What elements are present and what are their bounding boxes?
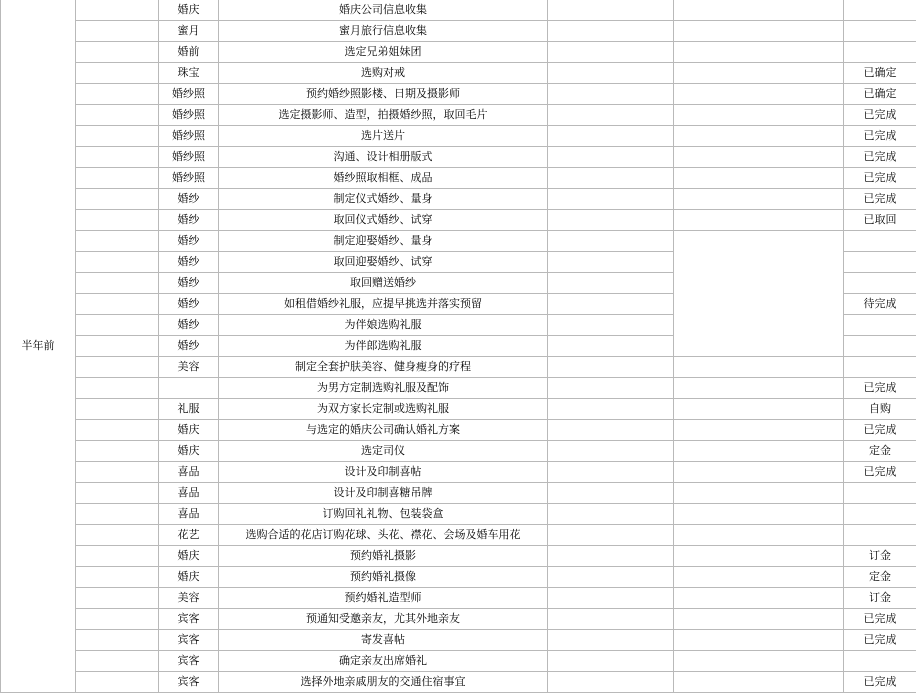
empty-cell	[548, 420, 674, 441]
empty-cell	[674, 651, 844, 672]
empty-cell	[548, 672, 674, 693]
status-cell: 订金	[844, 588, 916, 609]
empty-cell	[76, 42, 159, 63]
task-cell: 寄发喜帖	[219, 630, 548, 651]
empty-cell	[674, 189, 844, 210]
category-cell: 婚庆	[159, 441, 219, 462]
empty-cell	[76, 294, 159, 315]
task-cell: 预通知受邀亲友，尤其外地亲友	[219, 609, 548, 630]
empty-cell	[76, 378, 159, 399]
empty-cell	[674, 504, 844, 525]
table-row	[1, 483, 916, 504]
table-row	[1, 105, 916, 126]
status-cell: 已完成	[844, 105, 916, 126]
task-cell: 选购合适的花店订购花球、头花、襟花、会场及婚车用花	[219, 525, 548, 546]
status-cell: 待完成	[844, 294, 916, 315]
task-cell: 制定全套护肤美容、健身瘦身的疗程	[219, 357, 548, 378]
status-cell	[844, 483, 916, 504]
table-row	[1, 420, 916, 441]
status-cell	[844, 231, 916, 252]
table-row	[1, 630, 916, 651]
category-cell: 喜品	[159, 504, 219, 525]
task-cell: 订购回礼礼物、包装袋盒	[219, 504, 548, 525]
empty-cell	[674, 462, 844, 483]
empty-cell	[76, 630, 159, 651]
table-row	[1, 441, 916, 462]
category-cell: 婚纱	[159, 231, 219, 252]
empty-cell	[674, 483, 844, 504]
table-row	[1, 21, 916, 42]
empty-cell	[674, 21, 844, 42]
category-cell: 婚纱照	[159, 105, 219, 126]
empty-cell	[76, 210, 159, 231]
empty-cell	[674, 126, 844, 147]
empty-cell	[674, 147, 844, 168]
table-row	[1, 546, 916, 567]
status-cell: 已完成	[844, 462, 916, 483]
empty-cell	[548, 273, 674, 294]
table-row	[1, 672, 916, 693]
category-cell: 婚纱	[159, 315, 219, 336]
task-cell: 预约婚礼摄影	[219, 546, 548, 567]
task-cell: 如租借婚纱礼服，应提早挑选并落实预留	[219, 294, 548, 315]
empty-cell	[548, 588, 674, 609]
status-cell	[844, 651, 916, 672]
status-cell	[844, 252, 916, 273]
empty-cell	[76, 252, 159, 273]
empty-cell	[548, 0, 674, 21]
empty-cell	[76, 567, 159, 588]
empty-cell	[674, 672, 844, 693]
empty-cell	[548, 210, 674, 231]
category-cell: 婚前	[159, 42, 219, 63]
category-cell: 婚纱	[159, 189, 219, 210]
empty-cell	[674, 546, 844, 567]
status-cell	[844, 357, 916, 378]
empty-cell	[76, 357, 159, 378]
empty-cell	[548, 63, 674, 84]
table-row	[1, 609, 916, 630]
empty-cell	[76, 483, 159, 504]
status-cell	[844, 525, 916, 546]
task-cell: 设计及印制喜糖吊牌	[219, 483, 548, 504]
status-cell	[844, 315, 916, 336]
empty-cell	[76, 504, 159, 525]
status-cell: 已确定	[844, 84, 916, 105]
empty-cell	[76, 399, 159, 420]
task-cell: 确定亲友出席婚礼	[219, 651, 548, 672]
empty-cell	[548, 315, 674, 336]
empty-cell	[76, 168, 159, 189]
empty-cell	[548, 525, 674, 546]
empty-cell	[76, 525, 159, 546]
status-cell: 已完成	[844, 126, 916, 147]
empty-cell	[76, 336, 159, 357]
empty-cell	[674, 609, 844, 630]
empty-cell	[674, 168, 844, 189]
empty-cell	[548, 441, 674, 462]
empty-cell	[76, 21, 159, 42]
status-cell: 已完成	[844, 672, 916, 693]
empty-cell	[548, 105, 674, 126]
empty-cell	[548, 126, 674, 147]
status-cell: 订金	[844, 546, 916, 567]
table-row	[1, 399, 916, 420]
empty-cell	[674, 84, 844, 105]
table-row	[1, 189, 916, 210]
empty-cell	[548, 357, 674, 378]
task-cell: 选定兄弟姐妹团	[219, 42, 548, 63]
empty-cell	[548, 462, 674, 483]
empty-cell	[548, 609, 674, 630]
task-cell: 选择外地亲戚朋友的交通住宿事宜	[219, 672, 548, 693]
category-cell: 婚纱照	[159, 84, 219, 105]
task-cell: 选片送片	[219, 126, 548, 147]
empty-cell	[548, 546, 674, 567]
empty-cell	[76, 609, 159, 630]
empty-cell	[76, 420, 159, 441]
task-cell: 取回赠送婚纱	[219, 273, 548, 294]
empty-cell	[548, 504, 674, 525]
table-row	[1, 168, 916, 189]
task-cell: 沟通、设计相册版式	[219, 147, 548, 168]
task-cell: 预约婚礼造型师	[219, 588, 548, 609]
category-cell	[159, 378, 219, 399]
category-cell: 婚庆	[159, 0, 219, 21]
table-row	[1, 0, 916, 21]
empty-cell	[548, 231, 674, 252]
category-cell: 美容	[159, 588, 219, 609]
task-cell: 为伴郎选购礼服	[219, 336, 548, 357]
table-row	[1, 84, 916, 105]
empty-cell	[76, 147, 159, 168]
task-cell: 预约婚纱照影楼、日期及摄影师	[219, 84, 548, 105]
empty-cell	[76, 0, 159, 21]
empty-cell	[548, 21, 674, 42]
task-cell: 取回仪式婚纱、试穿	[219, 210, 548, 231]
category-cell: 婚纱	[159, 273, 219, 294]
table-row	[1, 147, 916, 168]
empty-cell	[548, 483, 674, 504]
table-row	[1, 210, 916, 231]
empty-cell	[548, 294, 674, 315]
task-cell: 为双方家长定制或选购礼服	[219, 399, 548, 420]
status-cell	[844, 0, 916, 21]
category-cell: 美容	[159, 357, 219, 378]
status-cell: 已完成	[844, 609, 916, 630]
status-cell: 已完成	[844, 420, 916, 441]
empty-cell	[76, 84, 159, 105]
empty-cell	[76, 588, 159, 609]
empty-cell	[548, 651, 674, 672]
status-cell	[844, 504, 916, 525]
category-cell: 宾客	[159, 609, 219, 630]
empty-cell	[76, 441, 159, 462]
empty-cell	[76, 126, 159, 147]
status-cell: 已完成	[844, 168, 916, 189]
status-cell	[844, 42, 916, 63]
empty-cell	[76, 189, 159, 210]
category-cell: 婚纱	[159, 252, 219, 273]
empty-cell	[674, 378, 844, 399]
empty-cell	[548, 147, 674, 168]
category-cell: 婚庆	[159, 420, 219, 441]
empty-cell	[674, 630, 844, 651]
table-row	[1, 378, 916, 399]
table-row	[1, 504, 916, 525]
table-row	[1, 63, 916, 84]
status-cell	[844, 336, 916, 357]
task-cell: 制定仪式婚纱、量身	[219, 189, 548, 210]
category-cell: 喜品	[159, 462, 219, 483]
category-cell: 礼服	[159, 399, 219, 420]
empty-cell	[548, 399, 674, 420]
task-cell: 预约婚礼摄像	[219, 567, 548, 588]
empty-cell	[548, 630, 674, 651]
status-cell: 自购	[844, 399, 916, 420]
empty-cell	[548, 252, 674, 273]
empty-cell	[548, 567, 674, 588]
empty-cell	[76, 231, 159, 252]
category-cell: 花艺	[159, 525, 219, 546]
status-cell: 定金	[844, 441, 916, 462]
task-cell: 为伴娘选购礼服	[219, 315, 548, 336]
empty-cell	[674, 63, 844, 84]
empty-cell	[674, 42, 844, 63]
table-row	[1, 567, 916, 588]
task-cell: 婚庆公司信息收集	[219, 0, 548, 21]
task-cell: 选定司仪	[219, 441, 548, 462]
category-cell: 喜品	[159, 483, 219, 504]
empty-cell	[674, 441, 844, 462]
task-cell: 婚纱照取相框、成品	[219, 168, 548, 189]
status-cell: 已完成	[844, 630, 916, 651]
empty-cell	[76, 462, 159, 483]
empty-cell	[76, 651, 159, 672]
empty-cell	[76, 672, 159, 693]
empty-cell	[674, 399, 844, 420]
category-cell: 宾客	[159, 630, 219, 651]
category-cell: 婚纱	[159, 210, 219, 231]
task-cell: 蜜月旅行信息收集	[219, 21, 548, 42]
empty-cell	[674, 210, 844, 231]
table-row	[1, 588, 916, 609]
empty-cell	[548, 42, 674, 63]
category-cell: 婚庆	[159, 567, 219, 588]
category-cell: 珠宝	[159, 63, 219, 84]
empty-cell	[548, 84, 674, 105]
table-row	[1, 651, 916, 672]
task-cell: 为男方定制选购礼服及配饰	[219, 378, 548, 399]
table-row	[1, 525, 916, 546]
empty-cell	[674, 525, 844, 546]
task-cell: 设计及印制喜帖	[219, 462, 548, 483]
category-cell: 婚纱照	[159, 168, 219, 189]
task-cell: 选定摄影师、造型，拍摄婚纱照，取回毛片	[219, 105, 548, 126]
status-cell: 已确定	[844, 63, 916, 84]
category-cell: 婚纱	[159, 294, 219, 315]
empty-cell	[76, 105, 159, 126]
empty-cell	[548, 189, 674, 210]
table-row	[1, 462, 916, 483]
status-cell: 已取回	[844, 210, 916, 231]
task-cell: 制定迎娶婚纱、量身	[219, 231, 548, 252]
empty-cell	[76, 63, 159, 84]
task-cell: 取回迎娶婚纱、试穿	[219, 252, 548, 273]
category-cell: 宾客	[159, 651, 219, 672]
empty-cell	[674, 231, 844, 357]
category-cell: 婚纱	[159, 336, 219, 357]
table-row	[1, 231, 916, 252]
category-cell: 婚庆	[159, 546, 219, 567]
empty-cell	[674, 588, 844, 609]
category-cell: 婚纱照	[159, 147, 219, 168]
task-cell: 与选定的婚庆公司确认婚礼方案	[219, 420, 548, 441]
empty-cell	[548, 378, 674, 399]
table-row	[1, 126, 916, 147]
empty-cell	[548, 336, 674, 357]
status-cell	[844, 273, 916, 294]
empty-cell	[674, 105, 844, 126]
empty-cell	[674, 420, 844, 441]
empty-cell	[674, 567, 844, 588]
table-row	[1, 357, 916, 378]
status-cell: 已完成	[844, 378, 916, 399]
status-cell: 定金	[844, 567, 916, 588]
category-cell: 宾客	[159, 672, 219, 693]
status-cell: 已完成	[844, 189, 916, 210]
empty-cell	[674, 0, 844, 21]
empty-cell	[76, 315, 159, 336]
empty-cell	[548, 168, 674, 189]
table-row	[1, 42, 916, 63]
task-cell: 选购对戒	[219, 63, 548, 84]
empty-cell	[674, 357, 844, 378]
empty-cell	[76, 273, 159, 294]
status-cell: 已完成	[844, 147, 916, 168]
category-cell: 蜜月	[159, 21, 219, 42]
empty-cell	[76, 546, 159, 567]
category-cell: 婚纱照	[159, 126, 219, 147]
status-cell	[844, 21, 916, 42]
period-cell: 半年前	[1, 0, 76, 693]
